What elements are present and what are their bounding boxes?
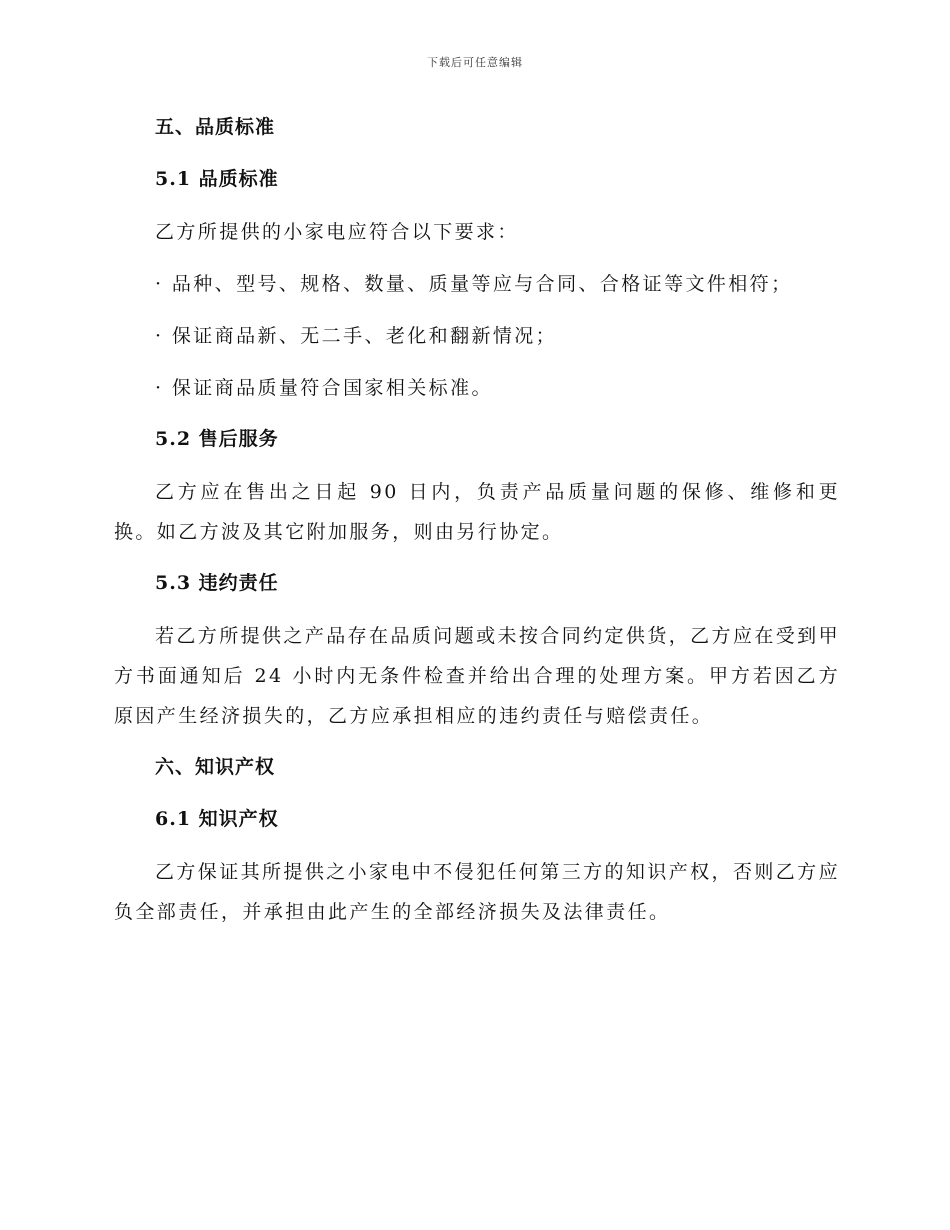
page-header-note: 下载后可任意编辑 — [427, 56, 523, 69]
document-body — [114, 108, 840, 944]
section-5-1-intro: 乙方所提供的小家电应符合以下要求： — [155, 221, 519, 243]
section-5-heading: 五、品质标准 — [155, 116, 276, 138]
section-5-3-body: 若乙方所提供之产品存在品质问题或未按合同约定供货，乙方应在受到甲方书面通知后 24 小时内无条件检查并给出合理的处理方案。甲方若因乙方原因产生经济损失的，乙方应承担相应的违约责任与赔偿责任。 — [114, 625, 840, 727]
section-5-1-bullet-1: · 品种、型号、规格、数量、质量等应与合同、合格证等文件相符； — [155, 273, 793, 295]
section-6-heading: 六、知识产权 — [155, 756, 276, 778]
section-5-3-heading: 5.3 违约责任 — [155, 572, 279, 594]
section-6-1-body: 乙方保证其所提供之小家电中不侵犯任何第三方的知识产权，否则乙方应负全部责任，并承担由此产生的全部经济损失及法律责任。 — [114, 861, 840, 923]
section-5-1-heading: 5.1 品质标准 — [155, 168, 279, 190]
section-5-2-heading: 5.2 售后服务 — [155, 428, 279, 450]
section-5-2-body: 乙方应在售出之日起 90 日内，负责产品质量问题的保修、维修和更换。如乙方波及其它附加服务，则由另行协定。 — [114, 481, 840, 543]
section-5-1-bullet-2: · 保证商品新、无二手、老化和翻新情况； — [155, 325, 558, 347]
section-6-1-heading: 6.1 知识产权 — [155, 808, 279, 830]
section-5-1-bullet-3: · 保证商品质量符合国家相关标准。 — [155, 377, 493, 399]
